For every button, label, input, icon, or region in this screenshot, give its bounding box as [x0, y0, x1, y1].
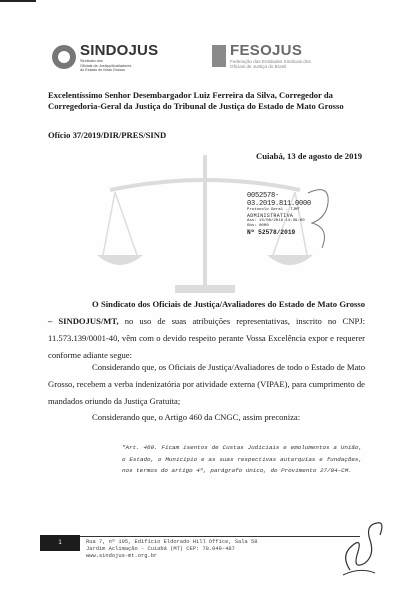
stamp-line5: Nº 52578/2019: [247, 229, 296, 236]
footer-rule: [80, 536, 360, 537]
fesojus-name: FESOJUS: [230, 42, 303, 59]
stamp-line4: Obs: 0000: [247, 224, 269, 228]
article-quote: "Art. 460. Ficam isentos de Custas Judiciais e emolumentos a União, o Estado, o Município e as suas respectivas autarquias e fundações, nos termos do artigo 4º, parágrafo único, do Provimento 27/04-CM.: [122, 444, 362, 475]
fesojus-logo: [212, 42, 362, 78]
handwritten-signature: [335, 515, 390, 585]
sindojus-name: SINDOJUS: [80, 42, 159, 59]
sindojus-subtitle: Sindicato dos Oficiais de Justiça/Avaliadores do Estado de Mato Grosso: [80, 59, 132, 73]
sindojus-emblem-icon: [52, 45, 76, 69]
footer-address: Rua 7, nº 105, Edifício Eldorado Hill Office, Sala 58 Jardim Aclimação - Cuiabá (MT) CEP: 78.049-487 www.sindojus-mt.org.br: [86, 539, 258, 559]
page-badge: 1: [40, 535, 80, 551]
handwritten-mark-icon: [300, 183, 340, 253]
oficio-number: Ofício 37/2019/DIR/PRES/SIND: [48, 130, 167, 140]
addressee: Excelentíssimo Senhor Desembargador Luiz Ferreira da Silva, Corregedor da Corregedoria-Geral da Justiça do Tribunal de Justiça do Estado de Mato Grosso: [48, 90, 344, 111]
sindojus-logo: [52, 42, 162, 78]
paragraph-3: Considerando que, o Artigo 460 da CNGC, assim preconiza:: [92, 412, 301, 422]
fesojus-subtitle: Federação das Entidades Sindicais dos Oficiais de Justiça do Brasil: [230, 59, 311, 70]
stamp-line2: ADMINISTRATIVA: [247, 213, 294, 219]
stamp-number: 0052578-03.2019.811.0000: [247, 192, 312, 208]
corner-mark: [0, 0, 36, 2]
footer: [40, 535, 340, 573]
paragraph-1: O Sindicato dos Oficiais de Justiça/Avaliadores do Estado de Mato Grosso – SINDOJUS/MT, no uso de suas atribuições representativas, inscrito no CNPJ: 11.573.139/0001-40, vêm com o devido respeito perante Vossa Excelência expor e requerer conforme adiante segue:: [48, 299, 365, 360]
stamp-line1: Protocolo Geral - TJMT: [247, 208, 300, 212]
fesojus-emblem-icon: [212, 45, 226, 67]
footer-website-link: www.sindojus-mt.org.br: [86, 553, 158, 559]
date: Cuiabá, 13 de agosto de 2019: [256, 151, 362, 161]
paragraph-2: Considerando que, os Oficiais de Justiça/Avaliadores de todo o Estado de Mato Grosso, recebem a verba indenizatória por atividade externa (VIPAE), para cumprimento de mandados oriundo da Justiça Gratuita;: [48, 362, 365, 406]
stamp-line3: Ass: 13/08/2019 14:39:00: [247, 219, 305, 223]
